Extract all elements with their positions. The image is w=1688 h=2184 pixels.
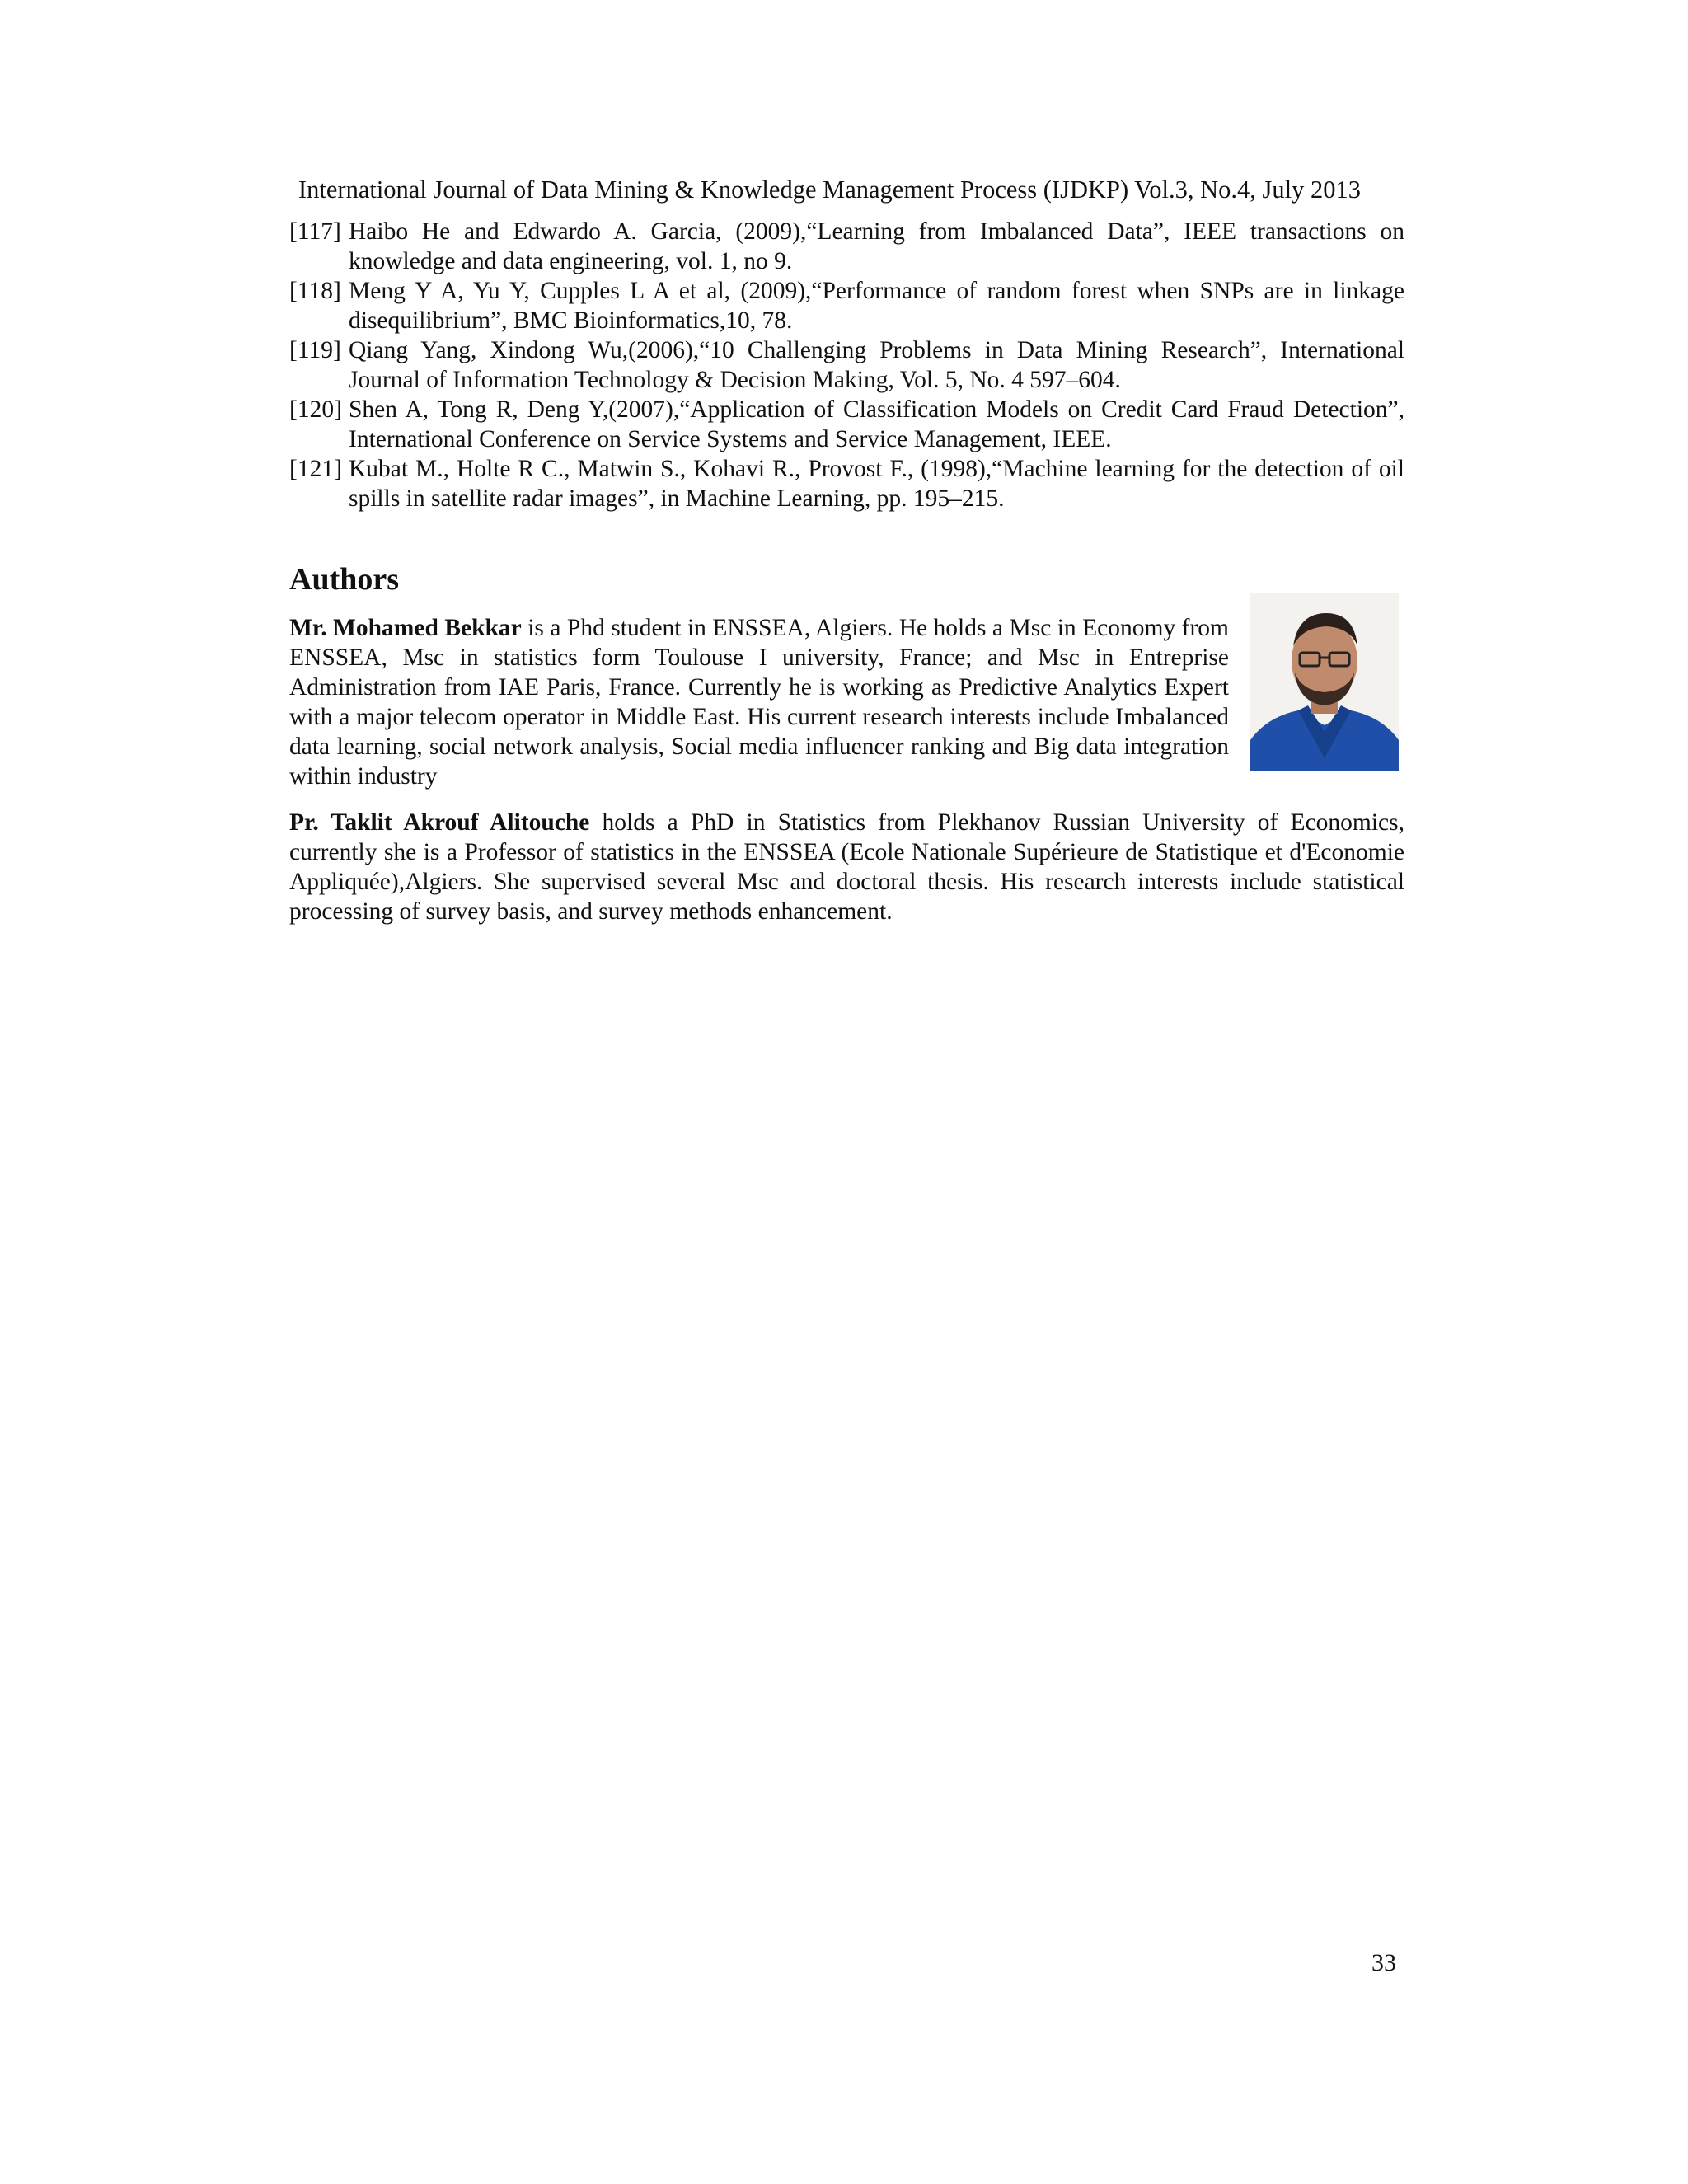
page-number: 33: [1372, 1949, 1396, 1976]
reference-text: Haibo He and Edwardo A. Garcia, (2009),“Learning from Imbalanced Data”, IEEE transactions on knowledge and data engineering, vol. 1, no 9.: [349, 218, 1404, 274]
reference-item: [289, 217, 1404, 276]
author-photo: [1250, 593, 1399, 771]
reference-number: [118]: [289, 278, 341, 304]
running-head: International Journal of Data Mining & Knowledge Management Process (IJDKP) Vol.3, No.4, July 2013: [298, 176, 1361, 204]
authors-heading: Authors: [289, 562, 400, 597]
reference-item: [289, 395, 1404, 454]
reference-item: [289, 454, 1404, 513]
reference-number: [119]: [289, 337, 341, 363]
reference-number: [117]: [289, 218, 341, 245]
author-bio-text-2: holds a PhD in Statistics from Plekhanov Russian University of Economics, currently she is a Professor of statistics in the ENSSEA (Ecole Nationale Supérieure de Statistique et d'Economie Appliquée),Algiers. She supervised several Msc and doctoral thesis. His research interests include statistical processing of survey basis, and survey methods enhancement.: [289, 809, 1405, 925]
author-name-2: Pr. Taklit Akrouf Alitouche: [289, 809, 590, 836]
reference-text: Shen A, Tong R, Deng Y,(2007),“Application of Classification Models on Credit Card Fraud Detection”, International Conference on Service Systems and Service Management, IEEE.: [349, 396, 1404, 452]
reference-text: Kubat M., Holte R C., Matwin S., Kohavi R., Provost F., (1998),“Machine learning for the detection of oil spills in satellite radar images”, in Machine Learning, pp. 195–215.: [349, 456, 1404, 512]
reference-list: [289, 217, 1404, 513]
reference-number: [121]: [289, 456, 342, 482]
reference-text: Qiang Yang, Xindong Wu,(2006),“10 Challenging Problems in Data Mining Research”, International Journal of Information Technology & Decision Making, Vol. 5, No. 4 597–604.: [349, 337, 1404, 393]
author-bio-2: [289, 808, 1404, 926]
reference-number: [120]: [289, 396, 342, 423]
author-bio-1: [289, 613, 1229, 791]
reference-text: Meng Y A, Yu Y, Cupples L A et al, (2009),“Performance of random forest when SNPs are in linkage disequilibrium”, BMC Bioinformatics,10, 78.: [349, 278, 1404, 334]
author-name-1: Mr. Mohamed Bekkar: [289, 615, 522, 641]
reference-item: [289, 335, 1404, 395]
reference-item: [289, 276, 1404, 335]
author-bio-text-1: is a Phd student in ENSSEA, Algiers. He holds a Msc in Economy from ENSSEA, Msc in statistics form Toulouse I university, France; and Msc in Entreprise Administration from IAE Paris, France. Currently he is working as Predictive Analytics Expert with a major telecom operator in Middle East. His current research interests include Imbalanced data learning, social network analysis, Social media influencer ranking and Big data integration within industry: [289, 615, 1230, 790]
